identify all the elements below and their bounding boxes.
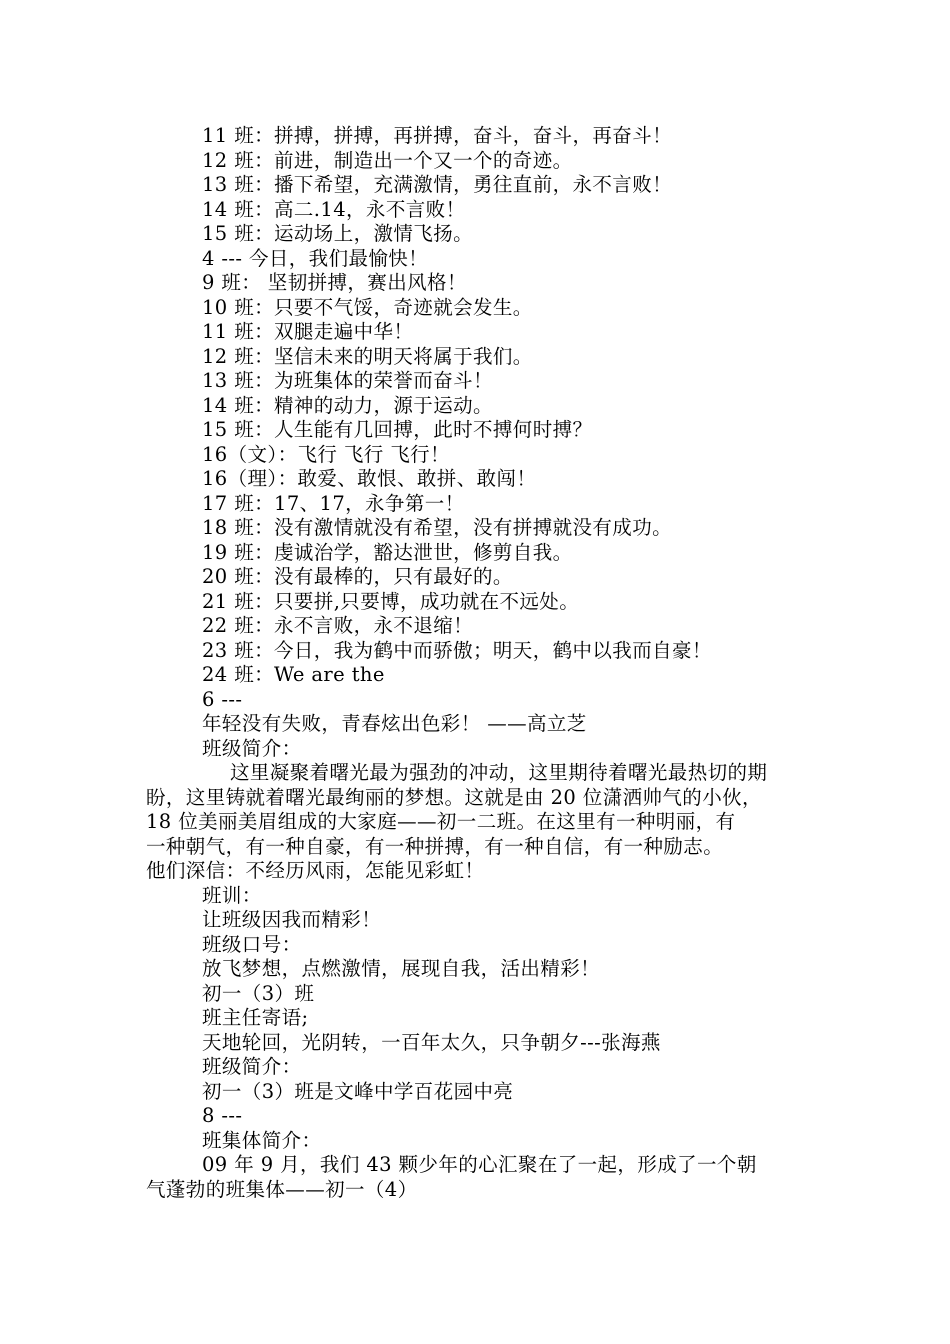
text-line: 21 班：只要拼,只要博，成功就在不远处。 bbox=[202, 589, 580, 613]
text-line: 14 班：高二.14，永不言败！ bbox=[202, 197, 466, 221]
text-line: 18 班：没有激情就没有希望，没有拼搏就没有成功。 bbox=[202, 516, 673, 539]
text-line: 13 班：播下希望，充满激情，勇往直前，永不言败！ bbox=[202, 173, 673, 196]
text-line: 初一（3）班是文峰中学百花园中亮 bbox=[202, 1079, 514, 1103]
paragraph-line: 这里凝聚着曙光最为强劲的冲动，这里期待着曙光最热切的期 bbox=[230, 761, 768, 784]
text-line: 19 班：虔诚治学，豁达泄世，修剪自我。 bbox=[202, 540, 573, 564]
text-line: 23 班：今日，我为鹤中而骄傲；明天，鹤中以我而自豪！ bbox=[202, 638, 712, 662]
text-line: 让班级因我而精彩！ bbox=[202, 908, 382, 931]
text-line: 16（理）：敢爱、敢恨、敢拼、敢闯！ bbox=[202, 467, 537, 490]
text-line: 22 班：永不言败，永不退缩！ bbox=[202, 614, 474, 637]
text-line: 17 班：17、17，永争第一！ bbox=[202, 491, 465, 515]
text-line: 10 班：只要不气馁，奇迹就会发生。 bbox=[202, 295, 533, 319]
text-line: 9 班： 坚韧拼搏，赛出风格！ bbox=[202, 271, 467, 294]
text-line: 16（文）：飞行 飞行 飞行！ bbox=[202, 442, 450, 466]
text-line: 班级简介： bbox=[202, 736, 302, 760]
text-line: 班集体简介： bbox=[202, 1128, 322, 1152]
text-line: 班训： bbox=[202, 883, 262, 907]
text-line: 4 --- 今日，我们最愉快！ bbox=[202, 246, 429, 270]
paragraph-line: 18 位美丽美眉组成的大家庭——初一二班。在这里有一种明丽，有 bbox=[146, 810, 736, 833]
text-line: 班主任寄语; bbox=[202, 1006, 309, 1029]
text-line: 年轻没有失败，青春炫出色彩！ ——高立芝 bbox=[202, 712, 587, 735]
text-line: 20 班：没有最棒的，只有最好的。 bbox=[202, 565, 513, 588]
text-line: 13 班：为班集体的荣誉而奋斗！ bbox=[202, 369, 493, 392]
text-line: 15 班：人生能有几回搏，此时不搏何时搏？ bbox=[202, 418, 593, 441]
text-line: 班级简介： bbox=[202, 1055, 302, 1078]
document-body bbox=[146, 124, 826, 1202]
paragraph-line: 09 年 9 月，我们 43 颗少年的心汇聚在了一起，形成了一个朝 bbox=[202, 1153, 757, 1176]
paragraph-line: 气蓬勃的班集体——初一（4） bbox=[146, 1177, 418, 1201]
text-line: 14 班：精神的动力，源于运动。 bbox=[202, 393, 493, 417]
text-line: 11 班：双腿走遍中华！ bbox=[202, 320, 414, 343]
text-line: 24 班：We are the bbox=[202, 663, 385, 686]
text-line: 放飞梦想，点燃激情，展现自我，活出精彩！ bbox=[202, 957, 601, 980]
text-line: 15 班：运动场上，激情飞扬。 bbox=[202, 222, 474, 245]
text-line: 班级口号： bbox=[202, 932, 302, 956]
paragraph-line: 盼，这里铸就着曙光最绚丽的梦想。这就是由 20 位潇洒帅气的小伙， bbox=[146, 785, 762, 809]
text-line: 8 --- bbox=[202, 1104, 243, 1127]
paragraph-line: 一种朝气，有一种自豪，有一种拼搏，有一种自信，有一种励志。 bbox=[146, 834, 724, 858]
text-line: 12 班：坚信未来的明天将属于我们。 bbox=[202, 344, 533, 368]
paragraph-line: 他们深信：不经历风雨，怎能见彩虹！ bbox=[146, 859, 485, 882]
text-line: 12 班：前进，制造出一个又一个的奇迹。 bbox=[202, 148, 573, 172]
text-line: 天地轮回，光阴转，一百年太久，只争朝夕---张海燕 bbox=[202, 1030, 661, 1054]
text-line: 11 班：拼搏，拼搏，再拼搏，奋斗，奋斗，再奋斗！ bbox=[202, 124, 673, 147]
text-line: 初一（3）班 bbox=[202, 981, 315, 1005]
text-line: 6 --- bbox=[202, 687, 243, 711]
